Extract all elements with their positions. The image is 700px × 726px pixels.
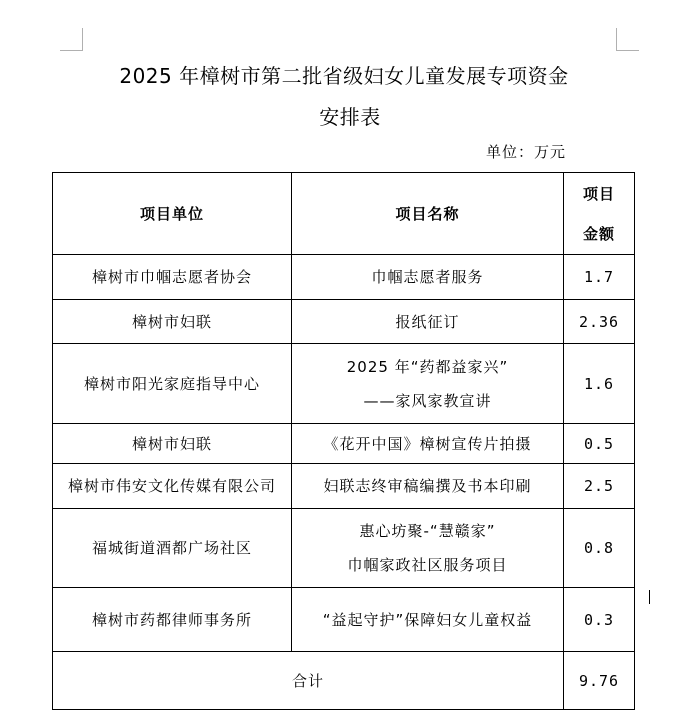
cell-amount: 0.5 — [564, 424, 635, 464]
header-project-name: 项目名称 — [292, 173, 564, 255]
cell-amount: 0.3 — [564, 588, 635, 652]
cell-unit: 樟树市巾帼志愿者协会 — [53, 255, 292, 300]
cell-unit: 福城街道酒都广场社区 — [53, 509, 292, 588]
cell-amount: 1.6 — [564, 344, 635, 424]
cell-name: “益起守护”保障妇女儿童权益 — [292, 588, 564, 652]
cell-name: 《花开中国》樟树宣传片拍摄 — [292, 424, 564, 464]
cell-name-line1: 惠心坊聚-“慧赣家” — [359, 522, 496, 540]
table-row — [53, 300, 635, 344]
table-total-row — [53, 652, 635, 710]
total-label: 合计 — [53, 652, 564, 710]
funding-table — [52, 172, 635, 710]
cell-name-line2: 巾帼家政社区服务项目 — [347, 556, 508, 574]
table-row — [53, 588, 635, 652]
text-cursor — [649, 590, 650, 604]
cell-unit: 樟树市伟安文化传媒有限公司 — [53, 464, 292, 509]
document-title-line2: 安排表 — [319, 105, 381, 129]
cell-name-line1: 2025 年“药都益家兴” — [346, 357, 509, 376]
crop-mark-top-right — [616, 28, 639, 51]
cell-name-line2: ——家风家教宣讲 — [363, 391, 492, 410]
header-project-amount — [564, 173, 635, 255]
table-header-row — [53, 173, 635, 255]
cell-unit: 樟树市妇联 — [53, 424, 292, 464]
table-row — [53, 509, 635, 588]
header-amount-line2: 金额 — [582, 224, 615, 243]
cell-name — [292, 344, 564, 424]
unit-label: 单位：万元 — [486, 143, 567, 161]
table-row — [53, 424, 635, 464]
header-amount-line1: 项目 — [582, 184, 615, 203]
cell-name — [292, 509, 564, 588]
cell-unit: 樟树市妇联 — [53, 300, 292, 344]
cell-unit: 樟树市药都律师事务所 — [53, 588, 292, 652]
cell-amount: 1.7 — [564, 255, 635, 300]
crop-mark-top-left — [60, 28, 83, 51]
table-row — [53, 255, 635, 300]
cell-name: 报纸征订 — [292, 300, 564, 344]
cell-amount: 2.36 — [564, 300, 635, 344]
cell-amount: 0.8 — [564, 509, 635, 588]
cell-unit: 樟树市阳光家庭指导中心 — [53, 344, 292, 424]
cell-amount: 2.5 — [564, 464, 635, 509]
table-row — [53, 344, 635, 424]
header-project-unit: 项目单位 — [53, 173, 292, 255]
total-amount: 9.76 — [564, 652, 635, 710]
cell-name: 巾帼志愿者服务 — [292, 255, 564, 300]
cell-name: 妇联志终审稿编撰及书本印刷 — [292, 464, 564, 509]
document-title-line1: 2025 年樟树市第二批省级妇女儿童发展专项资金 — [119, 64, 569, 88]
table-row — [53, 464, 635, 509]
